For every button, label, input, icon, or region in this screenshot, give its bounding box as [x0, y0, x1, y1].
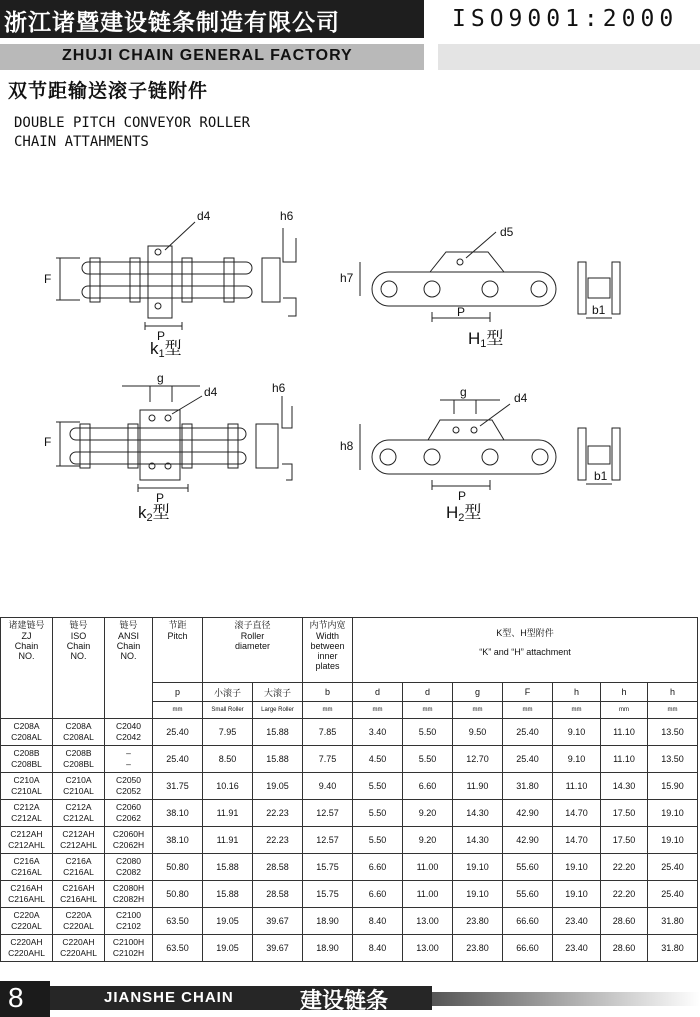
iso-chain-no-cell: C208A C208AL — [53, 719, 105, 746]
ansi-chain-no-cell: C2060H C2062H — [105, 827, 153, 854]
h2-diagram — [360, 400, 620, 490]
value-cell: 11.00 — [403, 881, 453, 908]
value-cell: 6.60 — [353, 854, 403, 881]
k1-dim-F: F — [44, 272, 52, 286]
h1-dim-h7: h7 — [340, 271, 354, 285]
footer-gradient — [432, 992, 700, 1006]
table-row — [1, 719, 698, 746]
value-cell: 12.70 — [453, 746, 503, 773]
value-cell: 5.50 — [353, 827, 403, 854]
ansi-chain-no-cell: C2040 C2042 — [105, 719, 153, 746]
zj-chain-no-cell: C216AH C216AHL — [1, 881, 53, 908]
value-cell: 25.40 — [503, 719, 553, 746]
value-cell: 4.50 — [353, 746, 403, 773]
k2-dim-h6: h6 — [272, 381, 286, 395]
k1-diagram — [56, 222, 296, 330]
k2-dim-P: P — [156, 491, 165, 505]
ansi-chain-no-cell: C2100 C2102 — [105, 908, 153, 935]
header-symbol-cell: F — [503, 683, 553, 702]
value-cell: 22.20 — [601, 881, 648, 908]
value-cell: 6.60 — [403, 773, 453, 800]
value-cell: 63.50 — [153, 908, 203, 935]
value-cell: 38.10 — [153, 800, 203, 827]
value-cell: 15.75 — [303, 881, 353, 908]
col-zj-header: 诸建链号 ZJ Chain NO. — [1, 618, 53, 719]
col-roller-header: 滚子直径 Roller diameter — [203, 618, 303, 683]
value-cell: 17.50 — [601, 827, 648, 854]
value-cell: 66.60 — [503, 935, 553, 962]
value-cell: 25.40 — [153, 719, 203, 746]
value-cell: 39.67 — [253, 935, 303, 962]
header-unit-cell: Large Roller — [253, 702, 303, 719]
col-pitch-header: 节距 Pitch — [153, 618, 203, 683]
value-cell: 15.88 — [253, 719, 303, 746]
header-symbol-cell: h — [648, 683, 698, 702]
table-row — [1, 800, 698, 827]
iso-chain-no-cell: C210A C210AL — [53, 773, 105, 800]
table-row — [1, 881, 698, 908]
value-cell: 9.40 — [303, 773, 353, 800]
value-cell: 28.58 — [253, 854, 303, 881]
zj-chain-no-cell: C220A C220AL — [1, 908, 53, 935]
table-row — [1, 854, 698, 881]
table-row — [1, 908, 698, 935]
header-unit-cell: mm — [153, 702, 203, 719]
value-cell: 19.05 — [203, 935, 253, 962]
k2-dim-d4: d4 — [204, 385, 218, 399]
value-cell: 13.00 — [403, 908, 453, 935]
value-cell: 42.90 — [503, 800, 553, 827]
value-cell: 38.10 — [153, 827, 203, 854]
value-cell: 11.91 — [203, 827, 253, 854]
spec-table — [0, 617, 698, 962]
value-cell: 17.50 — [601, 800, 648, 827]
value-cell: 11.91 — [203, 800, 253, 827]
value-cell: 23.80 — [453, 935, 503, 962]
table-row — [1, 773, 698, 800]
header-symbol-cell: 小滚子 — [203, 683, 253, 702]
value-cell: 11.10 — [553, 773, 601, 800]
header-unit-cell: mm — [303, 702, 353, 719]
header-unit-cell: mm — [453, 702, 503, 719]
value-cell: 50.80 — [153, 854, 203, 881]
value-cell: 5.50 — [403, 719, 453, 746]
h1-diagram — [360, 232, 620, 322]
ansi-chain-no-cell: C2060 C2062 — [105, 800, 153, 827]
value-cell: 15.90 — [648, 773, 698, 800]
k2-type-label: k2型 — [138, 503, 170, 524]
value-cell: 55.60 — [503, 881, 553, 908]
value-cell: 25.40 — [648, 881, 698, 908]
k1-dim-h6: h6 — [280, 209, 294, 223]
value-cell: 11.10 — [601, 746, 648, 773]
iso-chain-no-cell: C216A C216AL — [53, 854, 105, 881]
header-symbol-cell: d — [353, 683, 403, 702]
value-cell: 8.50 — [203, 746, 253, 773]
value-cell: 19.05 — [203, 908, 253, 935]
header-symbol-cell: 大滚子 — [253, 683, 303, 702]
value-cell: 5.50 — [353, 800, 403, 827]
value-cell: 23.40 — [553, 908, 601, 935]
value-cell: 9.10 — [553, 746, 601, 773]
value-cell: 7.95 — [203, 719, 253, 746]
value-cell: 7.85 — [303, 719, 353, 746]
value-cell: 18.90 — [303, 908, 353, 935]
zj-chain-no-cell: C216A C216AL — [1, 854, 53, 881]
iso-chain-no-cell: C216AH C216AHL — [53, 881, 105, 908]
header-symbol-cell: h — [553, 683, 601, 702]
value-cell: 50.80 — [153, 881, 203, 908]
h2-dim-g: g — [460, 385, 467, 399]
value-cell: 19.10 — [453, 881, 503, 908]
value-cell: 15.88 — [203, 854, 253, 881]
k2-diagram — [56, 386, 292, 492]
header-symbol-cell: h — [601, 683, 648, 702]
value-cell: 14.30 — [453, 827, 503, 854]
value-cell: 3.40 — [353, 719, 403, 746]
value-cell: 22.20 — [601, 854, 648, 881]
header-unit-cell: mm — [648, 702, 698, 719]
table-row — [1, 827, 698, 854]
h2-dim-h8: h8 — [340, 439, 354, 453]
header-symbol-cell: p — [153, 683, 203, 702]
zj-chain-no-cell: C212A C212AL — [1, 800, 53, 827]
header-unit-cell: Small Roller — [203, 702, 253, 719]
ansi-chain-no-cell: C2080 C2082 — [105, 854, 153, 881]
iso-certification: ISO9001:2000 — [452, 6, 679, 32]
table-row — [1, 746, 698, 773]
col-attachment-header: K型、H型附件 “K” and “H” attachment — [353, 618, 698, 683]
value-cell: 63.50 — [153, 935, 203, 962]
value-cell: 9.50 — [453, 719, 503, 746]
value-cell: 14.70 — [553, 827, 601, 854]
k1-dim-P: P — [157, 329, 166, 343]
k1-type-label: k1型 — [150, 339, 182, 360]
iso-chain-no-cell: C212A C212AL — [53, 800, 105, 827]
value-cell: 11.10 — [601, 719, 648, 746]
value-cell: 8.40 — [353, 935, 403, 962]
value-cell: 19.10 — [553, 854, 601, 881]
value-cell: 13.50 — [648, 746, 698, 773]
header-symbol-cell: b — [303, 683, 353, 702]
page-title-en: DOUBLE PITCH CONVEYOR ROLLER CHAIN ATTAHMENTS — [14, 115, 251, 150]
value-cell: 9.20 — [403, 827, 453, 854]
value-cell: 39.67 — [253, 908, 303, 935]
ansi-chain-no-cell: – – — [105, 746, 153, 773]
zj-chain-no-cell: C210A C210AL — [1, 773, 53, 800]
page-number: 8 — [8, 982, 24, 1013]
zj-chain-no-cell: C208A C208AL — [1, 719, 53, 746]
value-cell: 19.10 — [648, 800, 698, 827]
k2-dim-g: g — [157, 371, 164, 385]
ansi-chain-no-cell: C2050 C2052 — [105, 773, 153, 800]
header-unit-cell: mm — [403, 702, 453, 719]
value-cell: 55.60 — [503, 854, 553, 881]
value-cell: 66.60 — [503, 908, 553, 935]
value-cell: 31.80 — [503, 773, 553, 800]
value-cell: 22.23 — [253, 827, 303, 854]
value-cell: 5.50 — [403, 746, 453, 773]
value-cell: 9.10 — [553, 719, 601, 746]
value-cell: 18.90 — [303, 935, 353, 962]
value-cell: 25.40 — [153, 746, 203, 773]
value-cell: 12.57 — [303, 800, 353, 827]
company-name: 浙江诸暨建设链条制造有限公司 — [4, 10, 340, 36]
value-cell: 23.80 — [453, 908, 503, 935]
value-cell: 11.90 — [453, 773, 503, 800]
value-cell: 10.16 — [203, 773, 253, 800]
header-unit-cell: mm — [503, 702, 553, 719]
value-cell: 31.80 — [648, 908, 698, 935]
value-cell: 14.30 — [601, 773, 648, 800]
col-iso-header: 链号 ISO Chain NO. — [53, 618, 105, 719]
value-cell: 28.58 — [253, 881, 303, 908]
value-cell: 19.10 — [453, 854, 503, 881]
value-cell: 22.23 — [253, 800, 303, 827]
value-cell: 7.75 — [303, 746, 353, 773]
value-cell: 13.50 — [648, 719, 698, 746]
value-cell: 8.40 — [353, 908, 403, 935]
value-cell: 23.40 — [553, 935, 601, 962]
value-cell: 15.75 — [303, 854, 353, 881]
zj-chain-no-cell: C208B C208BL — [1, 746, 53, 773]
k1-dim-d4: d4 — [197, 209, 211, 223]
k2-dim-F: F — [44, 435, 52, 449]
value-cell: 19.10 — [648, 827, 698, 854]
ansi-chain-no-cell: C2080H C2082H — [105, 881, 153, 908]
value-cell: 6.60 — [353, 881, 403, 908]
h2-type-label: H2型 — [446, 503, 482, 524]
h1-dim-P: P — [457, 305, 466, 319]
value-cell: 11.00 — [403, 854, 453, 881]
value-cell: 31.80 — [648, 935, 698, 962]
value-cell: 14.30 — [453, 800, 503, 827]
h2-dim-d4: d4 — [514, 391, 528, 405]
col-ansi-header: 链号 ANSI Chain NO. — [105, 618, 153, 719]
zj-chain-no-cell: C212AH C212AHL — [1, 827, 53, 854]
value-cell: 14.70 — [553, 800, 601, 827]
iso-chain-no-cell: C208B C208BL — [53, 746, 105, 773]
iso-chain-no-cell: C220AH C220AHL — [53, 935, 105, 962]
iso-chain-no-cell: C220A C220AL — [53, 908, 105, 935]
page-title-cn: 双节距输送滚子链附件 — [8, 80, 209, 102]
h1-dim-b1: b1 — [592, 303, 606, 317]
header-symbol-cell: d — [403, 683, 453, 702]
footer-brand-cn: 建设链条 — [300, 989, 389, 1014]
value-cell: 25.40 — [648, 854, 698, 881]
header-unit-cell: mm — [353, 702, 403, 719]
zj-chain-no-cell: C220AH C220AHL — [1, 935, 53, 962]
value-cell: 13.00 — [403, 935, 453, 962]
factory-name: ZHUJI CHAIN GENERAL FACTORY — [62, 47, 353, 64]
value-cell: 12.57 — [303, 827, 353, 854]
value-cell: 31.75 — [153, 773, 203, 800]
iso-chain-no-cell: C212AH C212AHL — [53, 827, 105, 854]
value-cell: 15.88 — [203, 881, 253, 908]
table-row — [1, 935, 698, 962]
value-cell: 28.60 — [601, 935, 648, 962]
value-cell: 42.90 — [503, 827, 553, 854]
footer-brand-en: JIANSHE CHAIN — [104, 989, 234, 1006]
header-unit-cell: mm — [601, 702, 648, 719]
value-cell: 9.20 — [403, 800, 453, 827]
value-cell: 19.05 — [253, 773, 303, 800]
h2-dim-P: P — [458, 489, 467, 503]
value-cell: 25.40 — [503, 746, 553, 773]
header-symbol-cell: g — [453, 683, 503, 702]
header-unit-cell: mm — [553, 702, 601, 719]
value-cell: 28.60 — [601, 908, 648, 935]
h2-dim-b1: b1 — [594, 469, 608, 483]
col-width-header: 内节内宽 Width between inner plates — [303, 618, 353, 683]
ansi-chain-no-cell: C2100H C2102H — [105, 935, 153, 962]
value-cell: 19.10 — [553, 881, 601, 908]
value-cell: 5.50 — [353, 773, 403, 800]
value-cell: 15.88 — [253, 746, 303, 773]
h1-type-label: H1型 — [468, 329, 504, 350]
h1-dim-d5: d5 — [500, 225, 514, 239]
